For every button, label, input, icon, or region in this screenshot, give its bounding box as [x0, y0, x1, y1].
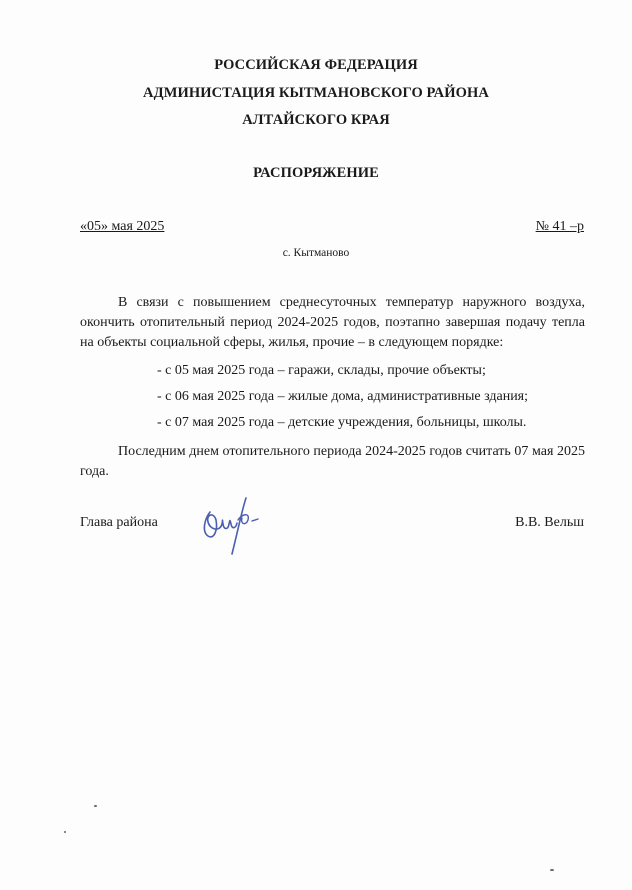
scan-speck [550, 869, 554, 871]
handwritten-signature [196, 490, 266, 560]
document-type-title: РАСПОРЯЖЕНИЕ [253, 165, 379, 181]
list-item-1: - с 05 мая 2025 года – гаражи, склады, прочие объекты; [157, 363, 486, 378]
document-place: с. Кытманово [282, 247, 350, 259]
scan-speck [94, 805, 97, 807]
document-number: № 41 –р [535, 219, 584, 234]
header-line-administration: АДМИНИСТАЦИЯ КЫТМАНОВСКОГО РАЙОНА [143, 85, 489, 101]
list-item-3: - с 07 мая 2025 года – детские учреждения, больницы, школы. [157, 415, 527, 430]
header-line-region: АЛТАЙСКОГО КРАЯ [242, 112, 390, 128]
body-paragraph-2: Последним днем отопительного периода 2024-2025 годов считать 07 мая 2025 года. [80, 444, 585, 479]
signatory-title: Глава района [80, 515, 158, 530]
signatory-name: В.В. Вельш [515, 515, 584, 530]
scan-speck [64, 831, 66, 833]
document-date: «05» мая 2025 [80, 219, 165, 234]
body-paragraph-1: В связи с повышением среднесуточных температур наружного воздуха, окончить отопительный период 2024-2025 годов, поэтапно завершая подачу тепла на объекты социальной сферы, жилья, прочие – в следующем порядке: [80, 295, 585, 350]
list-item-2: - с 06 мая 2025 года – жилые дома, административные здания; [157, 389, 529, 404]
header-line-federation: РОССИЙСКАЯ ФЕДЕРАЦИЯ [214, 57, 418, 73]
